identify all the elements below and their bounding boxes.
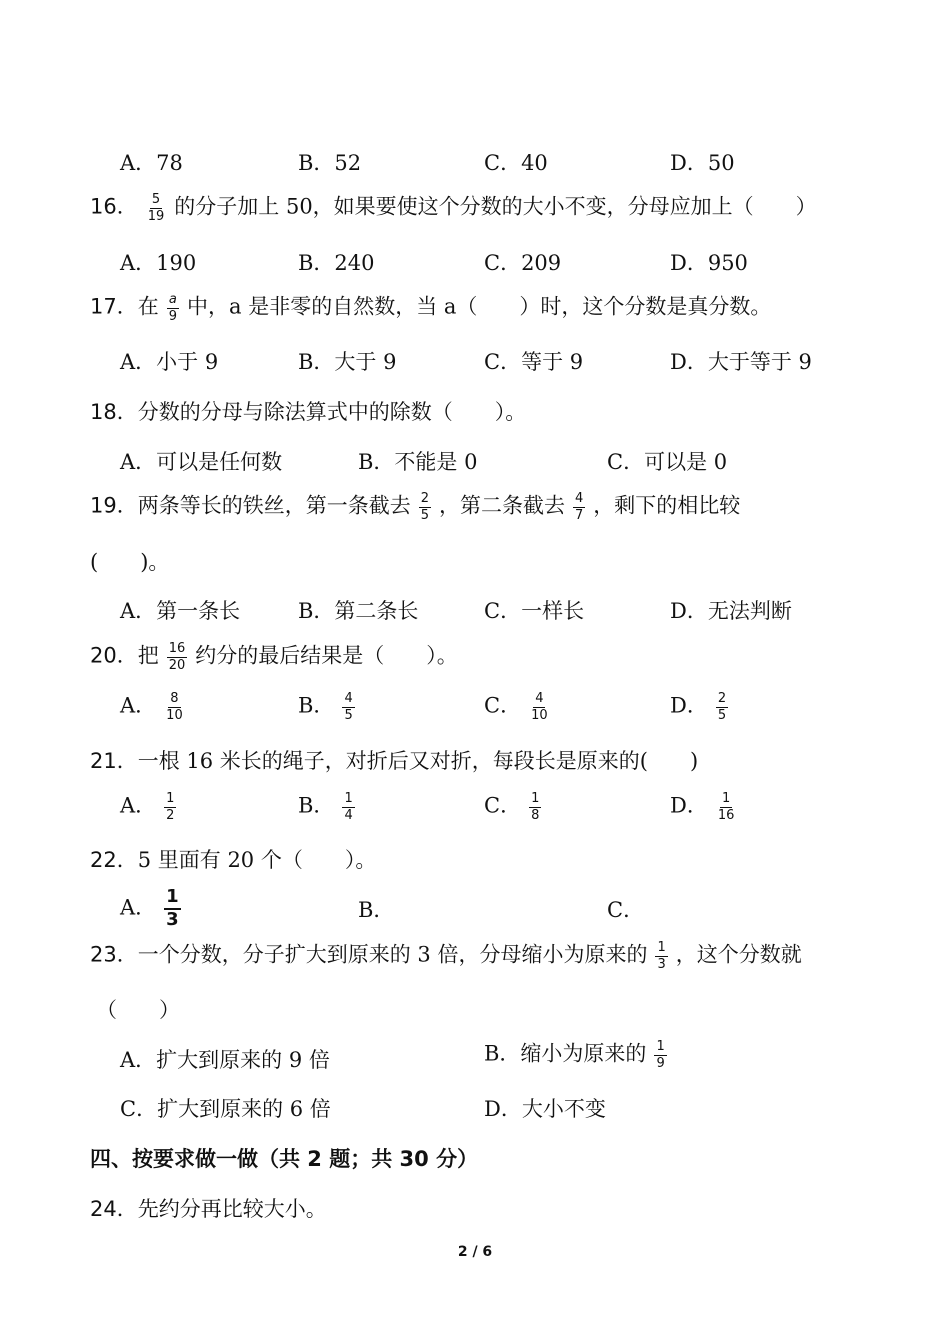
q17-option-c: C．等于 9 bbox=[484, 350, 584, 374]
q21-text: 一根 16 米长的绳子，对折后又对折，每段长是原来的( ) bbox=[137, 749, 699, 773]
q23-option-d: D．大小不变 bbox=[484, 1097, 606, 1121]
q24-number: 24． bbox=[90, 1197, 138, 1221]
q20-pre: 把 bbox=[137, 643, 159, 668]
q19-option-b: B．第二条长 bbox=[298, 599, 419, 623]
q17-option-d: D．大于等于 9 bbox=[670, 350, 812, 374]
q15-option-a: A．78 bbox=[120, 151, 183, 175]
q22-option-a: A． $\frac{1}{3}$ bbox=[120, 886, 179, 930]
q23-post: ，这个分数就 bbox=[675, 942, 802, 967]
q21-option-a: A． $\frac{1}{2}$ bbox=[120, 791, 175, 823]
q16-option-a: A．190 bbox=[120, 251, 197, 275]
q17-text: 中，a 是非零的自然数，当 a（ ）时，这个分数是真分数。 bbox=[187, 294, 772, 319]
q18-number: 18． bbox=[90, 400, 138, 424]
q16-fraction: $\frac{5}{19}$ bbox=[147, 192, 165, 224]
q20-stem bbox=[90, 642, 458, 672]
q19-fraction-2: $\frac{4}{7}$ bbox=[575, 491, 584, 523]
q20-option-a: A． $\frac{8}{10}$ bbox=[120, 691, 183, 723]
q23-pre: 一个分数，分子扩大到原来的 3 倍，分母缩小为原来的 bbox=[137, 942, 648, 967]
q19-stem-line2: ( )。 bbox=[90, 550, 170, 574]
q24-text: 先约分再比较大小。 bbox=[137, 1197, 327, 1221]
q21-option-c: C． $\frac{1}{8}$ bbox=[484, 791, 540, 823]
q20-text: 约分的最后结果是（ ）。 bbox=[195, 643, 458, 668]
q19-post: ，剩下的相比较 bbox=[593, 493, 741, 518]
q20-option-d: D． $\frac{2}{5}$ bbox=[670, 691, 727, 723]
q18-stem bbox=[90, 402, 526, 423]
q23-stem-line2: （ ） bbox=[96, 998, 180, 1022]
q19-pre: 两条等长的铁丝，第一条截去 bbox=[137, 493, 411, 518]
q16-text: 的分子加上 50，如果要使这个分数的大小不变，分母应加上（ ） bbox=[174, 194, 817, 219]
q21-number: 21． bbox=[90, 749, 138, 773]
q17-number: 17． bbox=[90, 294, 138, 319]
q15-option-c: C．40 bbox=[484, 151, 548, 175]
section-4-heading: 四、按要求做一做（共 2 题；共 30 分） bbox=[90, 1147, 479, 1171]
q22-option-c: C． bbox=[607, 898, 645, 922]
q15-option-b: B．52 bbox=[298, 151, 362, 175]
q16-option-b: B．240 bbox=[298, 251, 375, 275]
q18-option-a: A．可以是任何数 bbox=[120, 450, 283, 474]
q22-text: 5 里面有 20 个（ ）。 bbox=[137, 848, 377, 872]
page-number: 2 / 6 bbox=[457, 1244, 493, 1260]
q17-fraction: $\frac{a}{9}$ bbox=[168, 292, 178, 324]
q23-fraction: $\frac{1}{3}$ bbox=[657, 940, 666, 972]
q22-stem bbox=[90, 850, 376, 871]
q19-fraction-1: $\frac{2}{5}$ bbox=[420, 491, 430, 523]
q19-option-c: C．一样长 bbox=[484, 599, 585, 623]
q24-stem bbox=[90, 1199, 327, 1220]
q19-mid: ，第二条截去 bbox=[439, 493, 566, 518]
q23-option-b: B．缩小为原来的 $\frac{1}{9}$ bbox=[484, 1039, 665, 1071]
q23-stem bbox=[90, 941, 802, 971]
q16-number: 16． bbox=[90, 194, 138, 219]
q22-option-b: B． bbox=[358, 898, 395, 922]
q19-option-d: D．无法判断 bbox=[670, 599, 792, 623]
q21-stem bbox=[90, 751, 698, 772]
q20-option-c: C． $\frac{4}{10}$ bbox=[484, 691, 548, 723]
q18-option-b: B．不能是 0 bbox=[358, 450, 478, 474]
q20-fraction: $\frac{16}{20}$ bbox=[168, 641, 186, 673]
q16-stem bbox=[90, 193, 817, 223]
q17-option-b: B．大于 9 bbox=[298, 350, 397, 374]
q21-option-d: D． $\frac{1}{16}$ bbox=[670, 791, 735, 823]
q17-stem bbox=[90, 293, 771, 323]
q23-option-c: C．扩大到原来的 6 倍 bbox=[120, 1097, 331, 1121]
q17-option-a: A．小于 9 bbox=[120, 350, 219, 374]
q18-text: 分数的分母与除法算式中的除数（ ）。 bbox=[137, 400, 527, 424]
q17-pre: 在 bbox=[137, 294, 159, 319]
q20-option-b: B． $\frac{4}{5}$ bbox=[298, 691, 353, 723]
q21-option-b: B． $\frac{1}{4}$ bbox=[298, 791, 353, 823]
q19-number: 19． bbox=[90, 493, 138, 518]
q19-stem bbox=[90, 492, 740, 522]
q16-option-c: C．209 bbox=[484, 251, 562, 275]
q23-option-a: A．扩大到原来的 9 倍 bbox=[120, 1048, 330, 1072]
q15-option-d: D．50 bbox=[670, 151, 735, 175]
q19-option-a: A．第一条长 bbox=[120, 599, 241, 623]
q20-number: 20． bbox=[90, 643, 138, 668]
q22-number: 22． bbox=[90, 848, 138, 872]
q18-option-c: C．可以是 0 bbox=[607, 450, 728, 474]
q16-option-d: D．950 bbox=[670, 251, 748, 275]
q23-number: 23． bbox=[90, 942, 138, 967]
